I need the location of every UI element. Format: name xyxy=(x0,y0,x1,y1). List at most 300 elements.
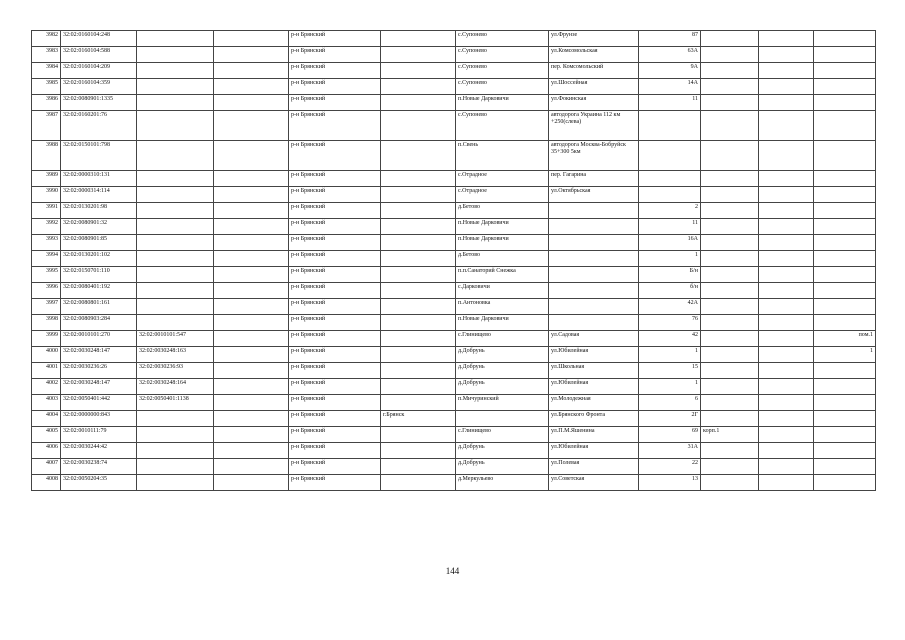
table-row xyxy=(32,395,876,411)
cell-cadastral-number-2 xyxy=(137,31,214,47)
cell-city xyxy=(381,315,456,331)
cell-building xyxy=(701,299,759,315)
cell-settlement xyxy=(456,411,549,427)
cell-region: р-н Брянский xyxy=(289,475,381,491)
cell-region: р-н Брянский xyxy=(289,63,381,79)
cell-street: ул.Брянского Фронта xyxy=(549,411,639,427)
cell-region: р-н Брянский xyxy=(289,283,381,299)
cell-city xyxy=(381,171,456,187)
cell-empty xyxy=(214,395,289,411)
cell-house: 9А xyxy=(639,63,701,79)
cell-empty xyxy=(214,95,289,111)
cell-cadastral-number: 32:02:0080801:161 xyxy=(61,299,137,315)
cell-cadastral-number-2 xyxy=(137,411,214,427)
cell-cadastral-number: 32:02:0080901:32 xyxy=(61,219,137,235)
cell-house: 63А xyxy=(639,47,701,63)
cell-building xyxy=(701,379,759,395)
cell-empty xyxy=(759,331,814,347)
cell-settlement: д.Добрунь xyxy=(456,363,549,379)
table-row xyxy=(32,187,876,203)
cell-empty xyxy=(759,251,814,267)
cell-empty xyxy=(759,79,814,95)
cell-settlement: п.п.Санаторий Снежка xyxy=(456,267,549,283)
cell-house: 1 xyxy=(639,379,701,395)
cell-cadastral-number: 32:02:0030244:42 xyxy=(61,443,137,459)
cell-cadastral-number-2 xyxy=(137,315,214,331)
cell-premises xyxy=(814,79,876,95)
cell-city xyxy=(381,427,456,443)
cell-settlement: с.Глинищево xyxy=(456,427,549,443)
cell-empty xyxy=(759,235,814,251)
cell-settlement: д.Меркульево xyxy=(456,475,549,491)
cell-house: Б/н xyxy=(639,267,701,283)
cell-settlement: п.Новые Дарковичи xyxy=(456,315,549,331)
cell-settlement: с.Супонево xyxy=(456,63,549,79)
cell-row-number: 3985 xyxy=(32,79,61,95)
cell-empty xyxy=(214,141,289,171)
cell-house: 2Г xyxy=(639,411,701,427)
cell-building xyxy=(701,411,759,427)
table-row xyxy=(32,235,876,251)
cell-house: 14А xyxy=(639,79,701,95)
cell-settlement: д.Добрунь xyxy=(456,379,549,395)
cell-region: р-н Брянский xyxy=(289,379,381,395)
cell-settlement: с.Отрадное xyxy=(456,171,549,187)
cell-row-number: 3998 xyxy=(32,315,61,331)
table-row xyxy=(32,363,876,379)
cell-empty xyxy=(759,315,814,331)
cell-house: б/н xyxy=(639,283,701,299)
cell-region: р-н Брянский xyxy=(289,95,381,111)
cell-row-number: 3993 xyxy=(32,235,61,251)
cell-premises xyxy=(814,47,876,63)
cell-house: 13 xyxy=(639,475,701,491)
cell-cadastral-number: 32:02:0030248:147 xyxy=(61,347,137,363)
cell-empty xyxy=(759,95,814,111)
cell-house: 16А xyxy=(639,235,701,251)
cell-settlement: с.Супонево xyxy=(456,111,549,141)
cell-house: 11 xyxy=(639,95,701,111)
cell-region: р-н Брянский xyxy=(289,427,381,443)
cell-region: р-н Брянский xyxy=(289,347,381,363)
cell-empty xyxy=(759,187,814,203)
cell-empty xyxy=(214,379,289,395)
cell-row-number: 3997 xyxy=(32,299,61,315)
cell-row-number: 3999 xyxy=(32,331,61,347)
cell-city xyxy=(381,63,456,79)
cell-empty xyxy=(214,411,289,427)
cell-region: р-н Брянский xyxy=(289,47,381,63)
cell-city: г.Брянск xyxy=(381,411,456,427)
cell-empty xyxy=(214,443,289,459)
cell-city xyxy=(381,299,456,315)
cell-cadastral-number-2 xyxy=(137,299,214,315)
cell-empty xyxy=(759,63,814,79)
cell-building xyxy=(701,395,759,411)
table-row xyxy=(32,47,876,63)
cell-building xyxy=(701,141,759,171)
cell-city xyxy=(381,459,456,475)
cell-building xyxy=(701,235,759,251)
cell-region: р-н Брянский xyxy=(289,31,381,47)
cell-region: р-н Брянский xyxy=(289,459,381,475)
cell-empty xyxy=(214,251,289,267)
cell-premises xyxy=(814,395,876,411)
cell-premises xyxy=(814,95,876,111)
cell-row-number: 3996 xyxy=(32,283,61,299)
cell-cadastral-number: 32:02:0000000:843 xyxy=(61,411,137,427)
cell-street: ул.П.М.Яшенина xyxy=(549,427,639,443)
cell-cadastral-number-2 xyxy=(137,267,214,283)
cell-empty xyxy=(214,267,289,283)
cell-region: р-н Брянский xyxy=(289,299,381,315)
cell-cadastral-number: 32:02:0160104:588 xyxy=(61,47,137,63)
cell-cadastral-number: 32:02:0160104:209 xyxy=(61,63,137,79)
cell-house: 31А xyxy=(639,443,701,459)
cell-cadastral-number-2: 32:02:0030236:93 xyxy=(137,363,214,379)
cell-region: р-н Брянский xyxy=(289,141,381,171)
cell-street: пер. Комсомольский xyxy=(549,63,639,79)
cell-empty xyxy=(214,63,289,79)
table-row xyxy=(32,203,876,219)
cell-empty xyxy=(214,235,289,251)
cell-cadastral-number-2 xyxy=(137,443,214,459)
cell-row-number: 3994 xyxy=(32,251,61,267)
table-row xyxy=(32,443,876,459)
table-row xyxy=(32,411,876,427)
cell-house xyxy=(639,171,701,187)
cell-building xyxy=(701,63,759,79)
table-row xyxy=(32,283,876,299)
cell-empty xyxy=(759,47,814,63)
cell-premises xyxy=(814,427,876,443)
cell-building xyxy=(701,459,759,475)
cell-premises xyxy=(814,111,876,141)
cell-house xyxy=(639,141,701,171)
cell-premises xyxy=(814,171,876,187)
cell-settlement: п.Антоновка xyxy=(456,299,549,315)
cell-region: р-н Брянский xyxy=(289,79,381,95)
cell-region: р-н Брянский xyxy=(289,219,381,235)
cell-empty xyxy=(759,111,814,141)
cell-cadastral-number: 32:02:0080901:1335 xyxy=(61,95,137,111)
cell-settlement: д.Добрунь xyxy=(456,347,549,363)
cell-region: р-н Брянский xyxy=(289,111,381,141)
cell-city xyxy=(381,283,456,299)
cell-region: р-н Брянский xyxy=(289,203,381,219)
cell-settlement: с.Супонево xyxy=(456,31,549,47)
cell-cadastral-number-2 xyxy=(137,79,214,95)
cell-city xyxy=(381,267,456,283)
cell-cadastral-number: 32:02:0000310:131 xyxy=(61,171,137,187)
cell-region: р-н Брянский xyxy=(289,331,381,347)
cell-building xyxy=(701,283,759,299)
cell-row-number: 3989 xyxy=(32,171,61,187)
cell-settlement: д.Бетово xyxy=(456,251,549,267)
cell-building xyxy=(701,251,759,267)
cell-settlement: п.Мичуринский xyxy=(456,395,549,411)
cell-cadastral-number-2 xyxy=(137,171,214,187)
cell-row-number: 3992 xyxy=(32,219,61,235)
table-row xyxy=(32,299,876,315)
cell-building xyxy=(701,171,759,187)
cell-cadastral-number: 32:02:0160104:359 xyxy=(61,79,137,95)
cell-settlement: п.Свень xyxy=(456,141,549,171)
cell-row-number: 3984 xyxy=(32,63,61,79)
cell-house: 6 xyxy=(639,395,701,411)
cell-street: ул.Юбилейная xyxy=(549,347,639,363)
cell-street: ул.Юбилейная xyxy=(549,379,639,395)
cell-empty xyxy=(214,187,289,203)
cell-row-number: 3986 xyxy=(32,95,61,111)
table-row xyxy=(32,459,876,475)
cell-settlement: д.Добрунь xyxy=(456,459,549,475)
cell-building xyxy=(701,347,759,363)
table-row xyxy=(32,475,876,491)
cell-house: 69 xyxy=(639,427,701,443)
cell-city xyxy=(381,219,456,235)
cell-row-number: 4003 xyxy=(32,395,61,411)
cell-region: р-н Брянский xyxy=(289,395,381,411)
cell-street: ул.Фрунзе xyxy=(549,31,639,47)
cell-building xyxy=(701,47,759,63)
cell-empty xyxy=(214,363,289,379)
cell-empty xyxy=(759,411,814,427)
cell-settlement: с.Супонево xyxy=(456,47,549,63)
cell-empty xyxy=(214,427,289,443)
cell-street: ул.Садовая xyxy=(549,331,639,347)
cell-building xyxy=(701,267,759,283)
cell-row-number: 4008 xyxy=(32,475,61,491)
cell-settlement: д.Добрунь xyxy=(456,443,549,459)
register-table xyxy=(31,30,876,491)
table-row xyxy=(32,79,876,95)
cell-settlement: п.Новые Дарковичи xyxy=(456,95,549,111)
cell-building xyxy=(701,219,759,235)
cell-city xyxy=(381,443,456,459)
cell-house: 76 xyxy=(639,315,701,331)
cell-cadastral-number-2: 32:02:0030248:163 xyxy=(137,347,214,363)
cell-building xyxy=(701,315,759,331)
cell-row-number: 3983 xyxy=(32,47,61,63)
cell-house: 22 xyxy=(639,459,701,475)
cell-row-number: 3988 xyxy=(32,141,61,171)
cell-row-number: 3987 xyxy=(32,111,61,141)
cell-cadastral-number: 32:02:0010111:79 xyxy=(61,427,137,443)
cell-street: ул.Комсомольская xyxy=(549,47,639,63)
cell-cadastral-number-2 xyxy=(137,475,214,491)
cell-house: 15 xyxy=(639,363,701,379)
cell-empty xyxy=(759,219,814,235)
cell-cadastral-number-2 xyxy=(137,95,214,111)
cell-house: 42 xyxy=(639,331,701,347)
cell-empty xyxy=(759,363,814,379)
cell-settlement: п.Новые Дарковичи xyxy=(456,219,549,235)
cell-row-number: 3991 xyxy=(32,203,61,219)
cell-cadastral-number-2 xyxy=(137,235,214,251)
cell-row-number: 3990 xyxy=(32,187,61,203)
cell-cadastral-number: 32:02:0160104:248 xyxy=(61,31,137,47)
table-body xyxy=(32,31,876,491)
cell-region: р-н Брянский xyxy=(289,171,381,187)
cell-empty xyxy=(759,443,814,459)
cell-house: 87 xyxy=(639,31,701,47)
cell-cadastral-number-2 xyxy=(137,47,214,63)
cell-cadastral-number: 32:02:0150101:798 xyxy=(61,141,137,171)
cell-cadastral-number: 32:02:0130201:98 xyxy=(61,203,137,219)
cell-premises xyxy=(814,235,876,251)
cell-empty xyxy=(759,427,814,443)
cell-building xyxy=(701,79,759,95)
cell-empty xyxy=(759,171,814,187)
cell-cadastral-number: 32:02:0080401:192 xyxy=(61,283,137,299)
cell-region: р-н Брянский xyxy=(289,235,381,251)
cell-cadastral-number: 32:02:0000314:114 xyxy=(61,187,137,203)
table-row xyxy=(32,31,876,47)
cell-city xyxy=(381,347,456,363)
cell-house: 42А xyxy=(639,299,701,315)
cell-house: 1 xyxy=(639,251,701,267)
cell-street: ул.Юбилейная xyxy=(549,443,639,459)
table-row xyxy=(32,111,876,141)
cell-row-number: 4000 xyxy=(32,347,61,363)
cell-street: пер. Гагарина xyxy=(549,171,639,187)
cell-street xyxy=(549,315,639,331)
cell-street: автодорога Украина 112 км +250(слева) xyxy=(549,111,639,141)
cell-building xyxy=(701,331,759,347)
cell-region: р-н Брянский xyxy=(289,411,381,427)
cell-cadastral-number-2 xyxy=(137,187,214,203)
cell-premises xyxy=(814,203,876,219)
cell-house xyxy=(639,187,701,203)
cell-house: 11 xyxy=(639,219,701,235)
cell-premises xyxy=(814,379,876,395)
cell-street: ул.Полевая xyxy=(549,459,639,475)
cell-building xyxy=(701,111,759,141)
cell-street: ул.Шоссейная xyxy=(549,79,639,95)
cell-premises xyxy=(814,63,876,79)
cell-house: 2 xyxy=(639,203,701,219)
cell-empty xyxy=(214,299,289,315)
cell-empty xyxy=(759,141,814,171)
cell-city xyxy=(381,379,456,395)
cell-city xyxy=(381,395,456,411)
cell-empty xyxy=(214,315,289,331)
cell-city xyxy=(381,251,456,267)
cell-city xyxy=(381,187,456,203)
cell-row-number: 3982 xyxy=(32,31,61,47)
cell-city xyxy=(381,475,456,491)
cell-premises xyxy=(814,251,876,267)
cell-cadastral-number-2 xyxy=(137,459,214,475)
cell-street xyxy=(549,283,639,299)
cell-street xyxy=(549,267,639,283)
cell-premises xyxy=(814,283,876,299)
cell-building: корп.1 xyxy=(701,427,759,443)
cell-street xyxy=(549,251,639,267)
cell-street: ул.Школьная xyxy=(549,363,639,379)
cell-empty xyxy=(759,267,814,283)
cell-settlement: с.Супонево xyxy=(456,79,549,95)
cell-city xyxy=(381,95,456,111)
cell-premises xyxy=(814,187,876,203)
cell-empty xyxy=(759,347,814,363)
cell-city xyxy=(381,31,456,47)
cell-region: р-н Брянский xyxy=(289,187,381,203)
cell-street xyxy=(549,235,639,251)
cell-empty xyxy=(759,31,814,47)
cell-cadastral-number-2 xyxy=(137,251,214,267)
cell-settlement: с.Глинищево xyxy=(456,331,549,347)
cell-city xyxy=(381,235,456,251)
cell-premises xyxy=(814,31,876,47)
cell-building xyxy=(701,95,759,111)
cell-cadastral-number-2 xyxy=(137,427,214,443)
cell-row-number: 4002 xyxy=(32,379,61,395)
cell-cadastral-number: 32:02:0080901:85 xyxy=(61,235,137,251)
cell-city xyxy=(381,79,456,95)
cell-empty xyxy=(214,219,289,235)
cell-street: ул.Октябрьская xyxy=(549,187,639,203)
table-row xyxy=(32,347,876,363)
cell-premises xyxy=(814,363,876,379)
cell-house xyxy=(639,111,701,141)
cell-region: р-н Брянский xyxy=(289,251,381,267)
cell-cadastral-number: 32:02:0030238:74 xyxy=(61,459,137,475)
cell-building xyxy=(701,203,759,219)
cell-region: р-н Брянский xyxy=(289,267,381,283)
cell-premises xyxy=(814,267,876,283)
cell-city xyxy=(381,331,456,347)
cell-cadastral-number: 32:02:0080903:284 xyxy=(61,315,137,331)
cell-building xyxy=(701,31,759,47)
cell-settlement: с.Дарковичи xyxy=(456,283,549,299)
cell-street: автодорога Москва-Бобруйск 35+300 5км xyxy=(549,141,639,171)
table-row xyxy=(32,331,876,347)
page-number: 144 xyxy=(445,566,460,576)
cell-street: ул.Молодежная xyxy=(549,395,639,411)
cell-empty xyxy=(214,347,289,363)
table-row xyxy=(32,251,876,267)
table-row xyxy=(32,315,876,331)
cell-cadastral-number: 32:02:0160201:76 xyxy=(61,111,137,141)
cell-empty xyxy=(759,459,814,475)
cell-street: ул.Советская xyxy=(549,475,639,491)
cell-premises: пом.1 xyxy=(814,331,876,347)
table-row xyxy=(32,267,876,283)
cell-cadastral-number: 32:02:0030236:26 xyxy=(61,363,137,379)
cell-cadastral-number-2: 32:02:0030248:164 xyxy=(137,379,214,395)
cell-city xyxy=(381,111,456,141)
cell-city xyxy=(381,47,456,63)
cell-empty xyxy=(759,395,814,411)
cell-empty xyxy=(214,171,289,187)
table-row xyxy=(32,379,876,395)
cell-building xyxy=(701,187,759,203)
table-row xyxy=(32,219,876,235)
cell-house: 1 xyxy=(639,347,701,363)
cell-empty xyxy=(214,203,289,219)
cell-empty xyxy=(214,47,289,63)
cell-premises xyxy=(814,459,876,475)
cell-settlement: д.Бетово xyxy=(456,203,549,219)
cell-cadastral-number: 32:02:0130201:102 xyxy=(61,251,137,267)
cell-cadastral-number-2 xyxy=(137,203,214,219)
cell-cadastral-number-2 xyxy=(137,63,214,79)
cell-empty xyxy=(214,111,289,141)
cell-cadastral-number-2: 32:02:0050401:1138 xyxy=(137,395,214,411)
cell-premises xyxy=(814,315,876,331)
